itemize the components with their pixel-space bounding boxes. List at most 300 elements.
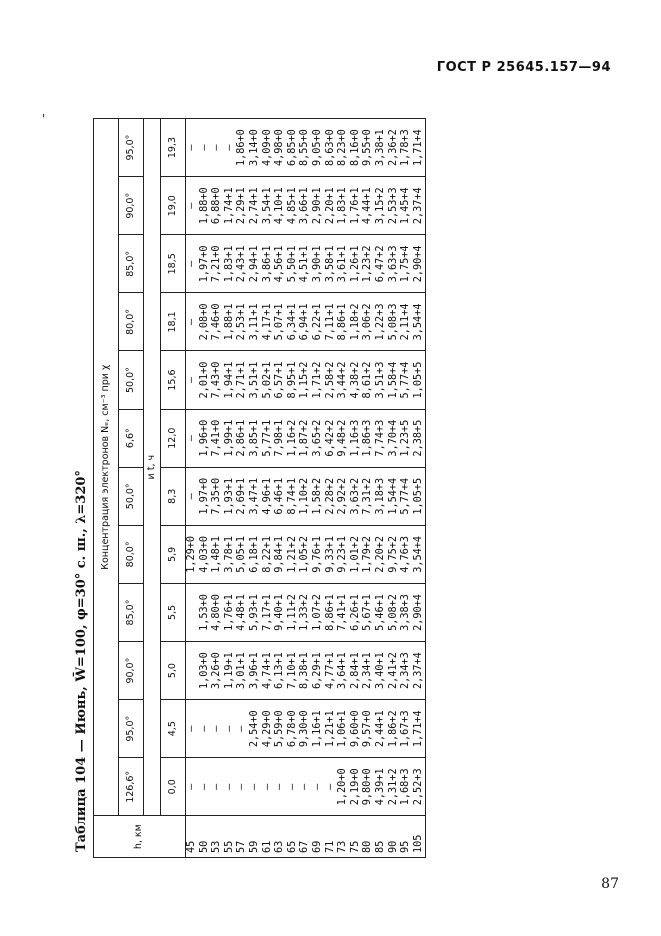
value-cell: 2,37+4 (413, 642, 426, 700)
table-caption: Таблица 104 — Июнь, W̄=100, φ=30° с. ш., λ=320° (74, 470, 89, 852)
value-cell: 2,69+1 (236, 467, 249, 525)
value-cell: 8,23+0 (337, 119, 350, 177)
value-cell: 7,21+0 (211, 235, 224, 293)
value-cell: 7,17+1 (262, 583, 275, 641)
value-cell: 9,05+0 (312, 119, 325, 177)
value-cell: 4,09+0 (262, 119, 275, 177)
value-cell: — (325, 758, 338, 816)
value-cell: 1,05+5 (413, 351, 426, 409)
value-cell: 2,90+4 (413, 235, 426, 293)
value-cell: 9,33+1 (325, 525, 338, 583)
value-cell: 1,83+1 (337, 177, 350, 235)
table-row (199, 119, 212, 858)
value-cell: 2,08+0 (199, 293, 212, 351)
table-row (337, 119, 350, 858)
value-cell: 5,67+1 (362, 583, 375, 641)
value-cell: 3,44+2 (337, 351, 350, 409)
value-cell: 2,71+1 (236, 351, 249, 409)
value-cell: 5,50+1 (287, 235, 300, 293)
height-cell: 80 (362, 816, 375, 858)
value-cell: 2,38+5 (413, 409, 426, 467)
height-cell: 71 (325, 816, 338, 858)
value-cell: 1,05+2 (299, 525, 312, 583)
t-header-cell: 18,5 (161, 235, 186, 293)
value-cell: 2,53+1 (236, 293, 249, 351)
value-cell: 2,90+4 (413, 583, 426, 641)
value-cell: 2,44+1 (375, 700, 388, 758)
value-cell (186, 583, 199, 641)
chi-header-cell: 80,0° (119, 293, 144, 351)
value-cell: 2,58+2 (325, 351, 338, 409)
value-cell: 1,22+3 (375, 293, 388, 351)
value-cell: 4,96+1 (262, 467, 275, 525)
value-cell: 2,20+2 (375, 525, 388, 583)
t-header-cell: 0,0 (161, 758, 186, 816)
value-cell: 3,15+2 (375, 177, 388, 235)
height-cell: 65 (287, 816, 300, 858)
value-cell: 2,29+1 (236, 177, 249, 235)
value-cell: 2,34+3 (400, 642, 413, 700)
chi-header-cell: 85,0° (119, 583, 144, 641)
value-cell: 6,88+0 (211, 177, 224, 235)
value-cell: 5,07+1 (274, 293, 287, 351)
value-cell: 1,21+1 (325, 700, 338, 758)
value-cell: 2,92+2 (337, 467, 350, 525)
table-row (224, 119, 237, 858)
value-cell: 1,16+2 (287, 409, 300, 467)
value-cell: 9,75+2 (388, 525, 401, 583)
value-cell: 4,80+0 (211, 583, 224, 641)
table-row (211, 119, 224, 858)
value-cell: 2,11+4 (400, 293, 413, 351)
value-cell: 4,74+1 (262, 642, 275, 700)
chi-header-cell: 6,6° (119, 409, 144, 467)
value-cell: 3,06+2 (362, 293, 375, 351)
height-cell: 105 (413, 816, 426, 858)
t-header-cell: 5,9 (161, 525, 186, 583)
value-cell: 6,57+1 (274, 351, 287, 409)
t-header-cell: 5,0 (161, 642, 186, 700)
table-row (186, 119, 199, 858)
value-cell: 2,20+1 (325, 177, 338, 235)
value-cell: 1,06+1 (337, 700, 350, 758)
value-cell: 5,05+1 (236, 525, 249, 583)
value-cell: 4,85+1 (287, 177, 300, 235)
value-cell: 1,94+1 (224, 351, 237, 409)
value-cell: — (249, 758, 262, 816)
value-cell: 7,35+0 (211, 467, 224, 525)
value-cell: 5,02+1 (262, 351, 275, 409)
value-cell: — (186, 177, 199, 235)
value-cell: 3,38+3 (400, 583, 413, 641)
value-cell: 6,85+0 (287, 119, 300, 177)
standard-header: ГОСТ Р 25645.157—94 (436, 60, 611, 75)
value-cell: — (211, 758, 224, 816)
value-cell: 8,74+1 (287, 467, 300, 525)
value-cell: 1,99+1 (224, 409, 237, 467)
chi-header-cell: 95,0° (119, 700, 144, 758)
value-cell: 4,51+1 (299, 235, 312, 293)
t-header-cell: 8,3 (161, 467, 186, 525)
value-cell: 8,38+1 (299, 642, 312, 700)
value-cell: 6,34+1 (287, 293, 300, 351)
height-cell: 50 (199, 816, 212, 858)
value-cell: 3,65+2 (312, 409, 325, 467)
value-cell: 3,64+1 (337, 642, 350, 700)
chi-header-cell: 126,6° (119, 758, 144, 816)
value-cell: 1,88+1 (224, 293, 237, 351)
value-cell: 3,18+3 (375, 467, 388, 525)
value-cell: — (224, 700, 237, 758)
table-row (274, 119, 287, 858)
table-row (400, 119, 413, 858)
value-cell: — (199, 119, 212, 177)
value-cell: 3,26+0 (211, 642, 224, 700)
value-cell: 4,44+1 (362, 177, 375, 235)
table-row (350, 119, 363, 858)
value-cell: 3,11+1 (249, 293, 262, 351)
value-cell: 1,03+0 (199, 642, 212, 700)
height-cell: 53 (211, 816, 224, 858)
value-cell: 2,43+1 (236, 235, 249, 293)
value-cell: 1,71+4 (413, 700, 426, 758)
t-header-row (161, 119, 186, 858)
value-cell: — (186, 700, 199, 758)
value-cell: 5,59+0 (274, 700, 287, 758)
value-cell: 2,36+2 (388, 119, 401, 177)
value-cell: — (186, 409, 199, 467)
value-cell: 3,51+3 (375, 351, 388, 409)
value-cell: 7,43+0 (211, 351, 224, 409)
table-row (299, 119, 312, 858)
value-cell: 9,80+0 (362, 758, 375, 816)
value-cell: — (186, 293, 199, 351)
value-cell: 5,77+1 (262, 409, 275, 467)
value-cell: 1,87+2 (299, 409, 312, 467)
value-cell: — (186, 467, 199, 525)
value-cell: 8,61+2 (362, 351, 375, 409)
value-cell: 1,11+2 (287, 583, 300, 641)
value-cell: 9,30+0 (299, 700, 312, 758)
value-cell: 2,86+1 (236, 409, 249, 467)
value-cell: 7,46+0 (211, 293, 224, 351)
value-cell: 3,51+1 (249, 351, 262, 409)
height-cell: 59 (249, 816, 262, 858)
t-header-cell: 12,0 (161, 409, 186, 467)
value-cell: 6,46+1 (274, 467, 287, 525)
value-cell: 4,17+1 (262, 293, 275, 351)
value-cell: 2,90+1 (312, 177, 325, 235)
value-cell: 6,26+1 (350, 583, 363, 641)
value-cell: 4,48+1 (236, 583, 249, 641)
value-cell: 1,86+0 (236, 119, 249, 177)
value-cell: 3,96+1 (249, 642, 262, 700)
value-cell: 5,08+2 (388, 583, 401, 641)
table-row (312, 119, 325, 858)
value-cell: 2,52+3 (413, 758, 426, 816)
value-cell: — (211, 700, 224, 758)
value-cell: 1,88+0 (199, 177, 212, 235)
value-cell: — (186, 351, 199, 409)
value-cell: 7,11+1 (325, 293, 338, 351)
value-cell: 3,78+1 (224, 525, 237, 583)
value-cell: 6,22+1 (312, 293, 325, 351)
height-cell: 63 (274, 816, 287, 858)
value-cell: 3,86+1 (262, 235, 275, 293)
value-cell: 1,76+1 (224, 583, 237, 641)
group-header: Концентрация электронов Nₑ, см⁻³ при χ (94, 119, 119, 816)
chi-header-cell: 50,0° (119, 467, 144, 525)
electron-concentration-table (93, 118, 426, 858)
value-cell: 3,61+1 (337, 235, 350, 293)
value-cell: 4,39+1 (375, 758, 388, 816)
height-cell: 85 (375, 816, 388, 858)
value-cell: 1,74+1 (224, 177, 237, 235)
value-cell: 1,23+2 (362, 235, 375, 293)
value-cell: 3,14+0 (249, 119, 262, 177)
height-cell: 73 (337, 816, 350, 858)
tick-mark: ' (42, 112, 46, 126)
time-label-header: и t, ч (144, 119, 161, 816)
value-cell: — (236, 700, 249, 758)
chi-header-cell: 85,0° (119, 235, 144, 293)
value-cell: 6,47+2 (375, 235, 388, 293)
value-cell: 1,18+2 (350, 293, 363, 351)
value-cell: 1,97+0 (199, 467, 212, 525)
value-cell: 1,58+4 (388, 351, 401, 409)
value-cell: 1,01+2 (350, 525, 363, 583)
value-cell: 1,71+2 (312, 351, 325, 409)
value-cell: 3,47+1 (249, 467, 262, 525)
table-body (186, 119, 426, 858)
value-cell: 7,31+2 (362, 467, 375, 525)
value-cell: 8,86+1 (325, 583, 338, 641)
value-cell: 3,66+1 (299, 177, 312, 235)
height-cell: 67 (299, 816, 312, 858)
value-cell: 1,97+0 (199, 235, 212, 293)
value-cell: 5,46+1 (375, 583, 388, 641)
value-cell: 2,41+2 (388, 642, 401, 700)
value-cell: 2,53+3 (388, 177, 401, 235)
t-header-cell: 19,3 (161, 119, 186, 177)
table-row (287, 119, 300, 858)
value-cell: 3,40+1 (375, 642, 388, 700)
value-cell: 7,41+1 (337, 583, 350, 641)
value-cell: — (186, 758, 199, 816)
value-cell: — (224, 119, 237, 177)
table-row (325, 119, 338, 858)
value-cell: 2,37+4 (413, 177, 426, 235)
value-cell: 1,96+0 (199, 409, 212, 467)
height-cell: 95 (400, 816, 413, 858)
value-cell: 3,54+4 (413, 293, 426, 351)
value-cell: 1,79+2 (362, 525, 375, 583)
chi-header-cell: 80,0° (119, 525, 144, 583)
table-row (413, 119, 426, 858)
height-cell: 90 (388, 816, 401, 858)
value-cell: 3,54+1 (262, 177, 275, 235)
chi-header-cell: 95,0° (119, 119, 144, 177)
chi-header-row (119, 119, 144, 858)
value-cell: 1,19+1 (224, 642, 237, 700)
value-cell: — (274, 758, 287, 816)
value-cell: 4,56+1 (274, 235, 287, 293)
value-cell: 2,34+1 (362, 642, 375, 700)
value-cell: 1,86+2 (388, 700, 401, 758)
value-cell: — (186, 235, 199, 293)
page-number: 87 (601, 876, 619, 892)
value-cell: 9,55+0 (362, 119, 375, 177)
t-header-cell: 5,5 (161, 583, 186, 641)
value-cell: 1,16+1 (312, 700, 325, 758)
value-cell: 2,94+1 (249, 235, 262, 293)
value-cell: 8,55+0 (299, 119, 312, 177)
table-row (375, 119, 388, 858)
value-cell: — (199, 700, 212, 758)
value-cell: 4,10+1 (274, 177, 287, 235)
value-cell: 6,94+1 (299, 293, 312, 351)
value-cell (186, 642, 199, 700)
value-cell: 1,48+1 (211, 525, 224, 583)
value-cell: 1,21+2 (287, 525, 300, 583)
value-cell: 5,08+3 (388, 293, 401, 351)
value-cell: 1,29+0 (186, 525, 199, 583)
t-header-cell: 18,1 (161, 293, 186, 351)
value-cell: 1,58+2 (312, 467, 325, 525)
value-cell: 3,85+1 (249, 409, 262, 467)
chi-header-cell: 90,0° (119, 642, 144, 700)
value-cell: 7,10+1 (287, 642, 300, 700)
value-cell: 9,84+1 (274, 525, 287, 583)
value-cell: 2,19+0 (350, 758, 363, 816)
value-cell: 8,95+1 (287, 351, 300, 409)
value-cell: 4,29+0 (262, 700, 275, 758)
value-cell: 2,28+2 (325, 467, 338, 525)
value-cell: 1,75+4 (400, 235, 413, 293)
value-cell: — (224, 758, 237, 816)
value-cell: — (262, 758, 275, 816)
value-cell: 1,68+3 (400, 758, 413, 816)
value-cell: 1,71+4 (413, 119, 426, 177)
value-cell: 9,48+2 (337, 409, 350, 467)
value-cell: 1,93+1 (224, 467, 237, 525)
value-cell: 3,90+1 (312, 235, 325, 293)
chi-header-cell: 90,0° (119, 177, 144, 235)
value-cell: 2,54+0 (249, 700, 262, 758)
h-column-header: h, км (94, 816, 186, 858)
table-row (249, 119, 262, 858)
value-cell: — (299, 758, 312, 816)
value-cell: 6,42+2 (325, 409, 338, 467)
value-cell: 4,03+0 (199, 525, 212, 583)
value-cell: 8,22+1 (262, 525, 275, 583)
value-cell: 2,31+2 (388, 758, 401, 816)
value-cell: 5,77+4 (400, 351, 413, 409)
value-cell: 8,86+1 (337, 293, 350, 351)
value-cell: 5,77+4 (400, 467, 413, 525)
value-cell: 1,10+2 (299, 467, 312, 525)
value-cell: — (312, 758, 325, 816)
value-cell: 4,77+1 (325, 642, 338, 700)
value-cell: — (211, 119, 224, 177)
value-cell: 1,53+0 (199, 583, 212, 641)
value-cell: 9,76+1 (312, 525, 325, 583)
value-cell: 3,63+2 (350, 467, 363, 525)
value-cell: 1,86+3 (362, 409, 375, 467)
value-cell: 1,54+4 (388, 467, 401, 525)
value-cell: 8,63+0 (325, 119, 338, 177)
value-cell: — (287, 758, 300, 816)
value-cell: 1,23+5 (400, 409, 413, 467)
value-cell: 6,78+0 (287, 700, 300, 758)
value-cell: 1,16+3 (350, 409, 363, 467)
value-cell: 3,38+1 (375, 119, 388, 177)
height-cell: 61 (262, 816, 275, 858)
height-cell: 69 (312, 816, 325, 858)
value-cell: 4,38+2 (350, 351, 363, 409)
value-cell: 8,16+0 (350, 119, 363, 177)
value-cell: 6,13+1 (274, 642, 287, 700)
value-cell: 3,70+4 (388, 409, 401, 467)
value-cell: — (199, 758, 212, 816)
value-cell: 9,60+0 (350, 700, 363, 758)
value-cell: 4,98+0 (274, 119, 287, 177)
table-row (388, 119, 401, 858)
value-cell: — (236, 758, 249, 816)
value-cell: 1,05+5 (413, 467, 426, 525)
value-cell: 2,74+1 (249, 177, 262, 235)
value-cell: 1,76+1 (350, 177, 363, 235)
t-header-cell: 4,5 (161, 700, 186, 758)
height-cell: 45 (186, 816, 199, 858)
value-cell: 1,07+2 (312, 583, 325, 641)
value-cell: 7,41+0 (211, 409, 224, 467)
t-header-cell: 15,6 (161, 351, 186, 409)
value-cell: 5,93+1 (249, 583, 262, 641)
value-cell: 4,76+3 (400, 525, 413, 583)
value-cell: 7,98+1 (274, 409, 287, 467)
value-cell: 9,57+0 (362, 700, 375, 758)
value-cell: 3,54+4 (413, 525, 426, 583)
value-cell: 1,83+1 (224, 235, 237, 293)
height-cell: 75 (350, 816, 363, 858)
value-cell: 1,15+2 (299, 351, 312, 409)
value-cell: 1,45+4 (400, 177, 413, 235)
rotated-table-block (74, 118, 589, 858)
value-cell: 1,78+3 (400, 119, 413, 177)
value-cell: 9,23+1 (337, 525, 350, 583)
table-row (362, 119, 375, 858)
value-cell: 3,01+1 (236, 642, 249, 700)
chi-header-cell: 50,0° (119, 351, 144, 409)
value-cell: 1,20+0 (337, 758, 350, 816)
value-cell: 6,29+1 (312, 642, 325, 700)
height-cell: 57 (236, 816, 249, 858)
t-header-cell: 19,0 (161, 177, 186, 235)
table-row (236, 119, 249, 858)
value-cell: 7,74+3 (375, 409, 388, 467)
time-label-row (144, 119, 161, 858)
value-cell: 3,63+3 (388, 235, 401, 293)
value-cell: 9,40+1 (274, 583, 287, 641)
value-cell: 2,84+1 (350, 642, 363, 700)
table-row (262, 119, 275, 858)
value-cell: 3,58+1 (325, 235, 338, 293)
value-cell: 1,67+3 (400, 700, 413, 758)
value-cell: 6,18+1 (249, 525, 262, 583)
value-cell: 2,01+0 (199, 351, 212, 409)
value-cell: 1,26+1 (350, 235, 363, 293)
